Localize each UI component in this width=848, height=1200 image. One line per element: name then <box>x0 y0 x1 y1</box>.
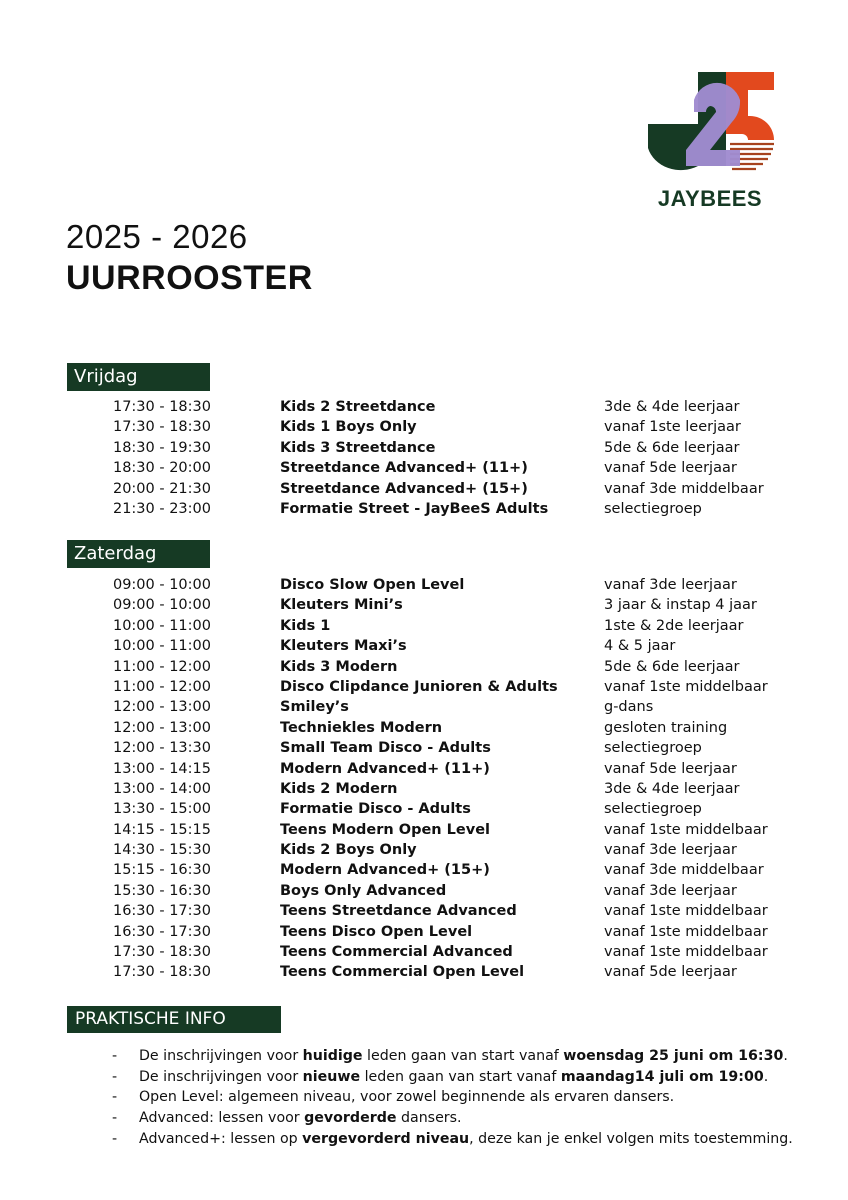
class-name-cell: Teens Disco Open Level <box>280 923 473 940</box>
class-name-cell: Teens Commercial Advanced <box>280 944 513 961</box>
time-cell: 17:30 - 18:30 <box>112 964 211 981</box>
level-cell: selectiegroep <box>604 801 702 818</box>
time-cell: 09:00 - 10:00 <box>112 577 211 593</box>
day-header-friday: Vrijdag <box>67 363 210 391</box>
class-name-cell: Kids 1 Boys Only <box>280 419 417 436</box>
logo-wordmark: JAYBEES <box>657 186 763 211</box>
time-cell: 16:30 - 17:30 <box>112 923 211 940</box>
level-cell: g-dans <box>604 699 654 716</box>
schedule-row <box>0 636 848 656</box>
bullet-dash: - <box>112 1068 118 1085</box>
info-text <box>139 1067 768 1088</box>
class-name-cell: Kleuters Mini’s <box>280 597 403 614</box>
class-name-cell: Kids 3 Modern <box>280 658 398 675</box>
time-cell: 13:30 - 15:00 <box>112 801 211 818</box>
info-text-segment: De inschrijvingen voor <box>139 1068 303 1085</box>
info-text <box>139 1108 462 1129</box>
level-cell: selectiegroep <box>604 740 702 757</box>
info-text-segment: Advanced: lessen voor <box>139 1110 305 1127</box>
info-text <box>139 1046 788 1067</box>
level-cell: vanaf 5de leerjaar <box>604 460 737 477</box>
jaybees-logo <box>640 66 780 216</box>
info-text-bold: maandag14 juli om 19:00 <box>560 1068 764 1085</box>
level-cell: selectiegroep <box>604 500 702 517</box>
time-cell: 18:30 - 20:00 <box>112 460 211 477</box>
class-name-cell: Kids 1 <box>280 617 331 634</box>
schedule-row <box>0 942 848 962</box>
schedule-row <box>0 677 848 697</box>
level-cell: 3 jaar & instap 4 jaar <box>604 597 757 614</box>
friday-schedule <box>0 397 848 519</box>
schedule-row <box>0 759 848 779</box>
time-cell: 15:15 - 16:30 <box>112 862 211 879</box>
class-name-cell: Kids 2 Streetdance <box>280 399 436 415</box>
schedule-row <box>0 657 848 677</box>
level-cell: gesloten training <box>604 719 728 736</box>
time-cell: 14:15 - 15:15 <box>112 821 211 838</box>
class-name-cell: Boys Only Advanced <box>280 882 447 899</box>
schedule-row <box>0 458 848 478</box>
info-text-segment: De inschrijvingen voor <box>139 1048 303 1064</box>
bullet-dash: - <box>112 1048 118 1064</box>
saturday-schedule <box>0 575 848 983</box>
bullet-dash: - <box>112 1089 118 1106</box>
schedule-row <box>0 799 848 819</box>
time-cell: 17:30 - 18:30 <box>112 419 211 436</box>
class-name-cell: Modern Advanced+ (15+) <box>280 862 490 879</box>
info-text-segment: Advanced+: lessen op <box>139 1130 303 1147</box>
schedule-row <box>0 962 848 982</box>
time-cell: 21:30 - 23:00 <box>112 500 211 517</box>
class-name-cell: Teens Streetdance Advanced <box>280 903 517 920</box>
schedule-row <box>0 499 848 519</box>
schedule-row <box>0 397 848 417</box>
schedule-row <box>0 779 848 799</box>
time-cell: 12:00 - 13:00 <box>112 699 211 716</box>
info-text-segment: leden gaan van start vanaf <box>362 1048 564 1064</box>
class-name-cell: Disco Slow Open Level <box>280 577 465 593</box>
jaybees-25-emblem <box>640 66 780 178</box>
info-text-segment: . <box>783 1048 788 1064</box>
info-item <box>0 1108 848 1129</box>
class-name-cell: Teens Commercial Open Level <box>280 964 525 981</box>
time-cell: 20:00 - 21:30 <box>112 480 211 497</box>
school-year: 2025 - 2026 <box>66 218 248 255</box>
schedule-row <box>0 860 848 880</box>
schedule-row <box>0 616 848 636</box>
level-cell: vanaf 3de middelbaar <box>604 480 764 497</box>
schedule-row <box>0 738 848 758</box>
class-name-cell: Kleuters Maxi’s <box>280 638 407 655</box>
time-cell: 15:30 - 16:30 <box>112 882 211 899</box>
bullet-dash: - <box>112 1130 118 1147</box>
time-cell: 10:00 - 11:00 <box>112 617 211 634</box>
schedule-row <box>0 901 848 921</box>
time-cell: 17:30 - 18:30 <box>112 399 211 415</box>
level-cell: vanaf 1ste middelbaar <box>604 944 768 961</box>
info-item <box>0 1129 848 1150</box>
class-name-cell: Teens Modern Open Level <box>280 821 491 838</box>
class-name-cell: Disco Clipdance Junioren & Adults <box>280 678 558 695</box>
info-text-bold: huidige <box>302 1048 363 1064</box>
class-name-cell: Kids 2 Boys Only <box>280 842 417 859</box>
class-name-cell: Formatie Disco - Adults <box>280 801 471 818</box>
class-name-cell: Small Team Disco - Adults <box>280 740 491 757</box>
level-cell: vanaf 1ste middelbaar <box>604 923 768 940</box>
level-cell: 5de & 6de leerjaar <box>604 658 740 675</box>
level-cell: vanaf 1ste middelbaar <box>604 903 768 920</box>
level-cell: vanaf 3de middelbaar <box>604 862 764 879</box>
info-text-bold: vergevorderd niveau <box>302 1130 470 1147</box>
level-cell: vanaf 5de leerjaar <box>604 760 737 777</box>
class-name-cell: Streetdance Advanced+ (15+) <box>280 480 528 497</box>
time-cell: 12:00 - 13:00 <box>112 719 211 736</box>
level-cell: 1ste & 2de leerjaar <box>604 617 744 634</box>
time-cell: 10:00 - 11:00 <box>112 638 211 655</box>
class-name-cell: Kids 2 Modern <box>280 780 398 797</box>
time-cell: 16:30 - 17:30 <box>112 903 211 920</box>
schedule-row <box>0 718 848 738</box>
practical-info-header: PRAKTISCHE INFO <box>67 1006 281 1033</box>
level-cell: vanaf 1ste leerjaar <box>604 419 741 436</box>
level-cell: 5de & 6de leerjaar <box>604 439 740 456</box>
class-name-cell: Streetdance Advanced+ (11+) <box>280 460 528 477</box>
time-cell: 17:30 - 18:30 <box>112 944 211 961</box>
level-cell: vanaf 3de leerjaar <box>604 577 737 593</box>
time-cell: 11:00 - 12:00 <box>112 658 211 675</box>
level-cell: 4 & 5 jaar <box>604 638 676 655</box>
schedule-row <box>0 697 848 717</box>
level-cell: vanaf 3de leerjaar <box>604 882 737 899</box>
info-item <box>0 1087 848 1108</box>
practical-info-list <box>0 1046 848 1149</box>
info-item <box>0 1067 848 1088</box>
time-cell: 13:00 - 14:15 <box>112 760 211 777</box>
info-text-bold: nieuwe <box>302 1068 361 1085</box>
schedule-row <box>0 417 848 437</box>
info-text-segment: Open Level: algemeen niveau, voor zowel beginnende als ervaren dansers. <box>139 1089 675 1106</box>
time-cell: 12:00 - 13:30 <box>112 740 211 757</box>
schedule-row <box>0 840 848 860</box>
level-cell: vanaf 5de leerjaar <box>604 964 737 981</box>
time-cell: 14:30 - 15:30 <box>112 842 211 859</box>
class-name-cell: Kids 3 Streetdance <box>280 439 436 456</box>
schedule-row <box>0 881 848 901</box>
schedule-row <box>0 438 848 458</box>
schedule-row <box>0 479 848 499</box>
class-name-cell: Smiley’s <box>280 699 349 716</box>
time-cell: 13:00 - 14:00 <box>112 780 211 797</box>
info-text-segment: leden gaan van start vanaf <box>360 1068 561 1085</box>
info-text-bold: gevorderde <box>304 1110 397 1127</box>
time-cell: 11:00 - 12:00 <box>112 678 211 695</box>
level-cell: vanaf 1ste middelbaar <box>604 678 768 695</box>
info-text <box>139 1129 793 1150</box>
info-text-segment: dansers. <box>396 1110 462 1127</box>
class-name-cell: Formatie Street - JayBeeS Adults <box>280 500 549 517</box>
schedule-row <box>0 575 848 595</box>
level-cell: 3de & 4de leerjaar <box>604 780 740 797</box>
schedule-row <box>0 820 848 840</box>
time-cell: 09:00 - 10:00 <box>112 597 211 614</box>
level-cell: vanaf 3de leerjaar <box>604 842 737 859</box>
class-name-cell: Techniekles Modern <box>280 719 443 736</box>
level-cell: 3de & 4de leerjaar <box>604 399 740 415</box>
bullet-dash: - <box>112 1110 118 1127</box>
schedule-row <box>0 922 848 942</box>
info-text-segment: . <box>763 1068 769 1085</box>
page-title: UURROOSTER <box>66 259 313 297</box>
info-text <box>139 1087 674 1108</box>
info-text-segment: , deze kan je enkel volgen mits toestemming. <box>469 1130 793 1147</box>
info-text-bold: woensdag 25 juni om 16:30 <box>563 1048 784 1064</box>
info-item <box>0 1046 848 1067</box>
level-cell: vanaf 1ste middelbaar <box>604 821 768 838</box>
time-cell: 18:30 - 19:30 <box>112 439 211 456</box>
class-name-cell: Modern Advanced+ (11+) <box>280 760 490 777</box>
schedule-row <box>0 595 848 615</box>
day-header-saturday: Zaterdag <box>67 540 210 568</box>
